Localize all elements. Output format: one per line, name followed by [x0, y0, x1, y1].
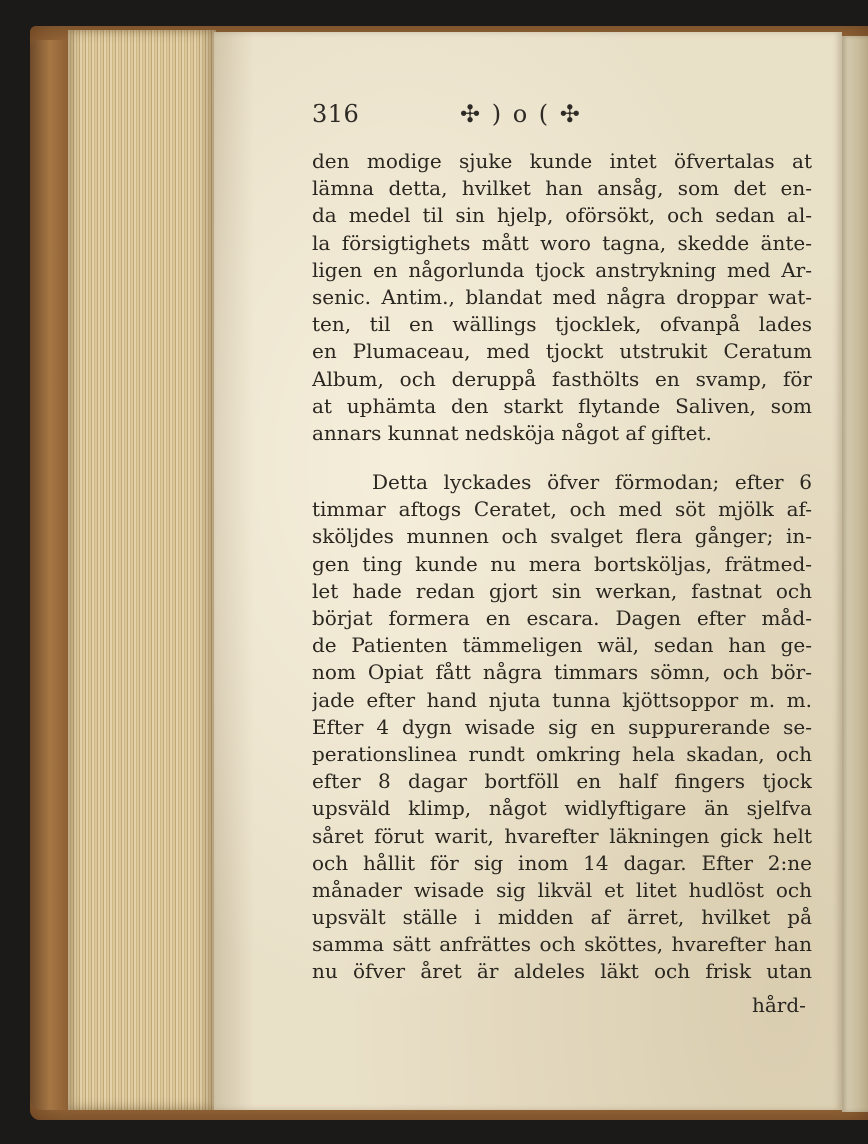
body-text — [312, 148, 812, 986]
text-line: månader wisade sig likväl et litet hudlöst och — [312, 877, 812, 902]
page-number: 316 — [312, 100, 360, 128]
text-line: senic. Antim., blandat med några droppar wat- — [312, 284, 812, 309]
facing-page-edge — [842, 36, 868, 1112]
text-line: jade efter hand njuta tunna kjöttsoppor m. m. — [312, 687, 812, 712]
text-line: perationslinea rundt omkring hela skadan, och — [312, 741, 812, 766]
header-ornament: ✣ ) o ( ✣ — [460, 100, 582, 128]
text-line: och hållit för sig inom 14 dagar. Efter 2:ne — [312, 850, 812, 875]
text-line: annars kunnat nedsköja något af giftet. — [312, 420, 712, 445]
text-line: efter 8 dagar bortföll en half fingers tjock — [312, 769, 812, 794]
running-head — [312, 100, 672, 140]
text-line: lämna detta, hvilket han ansåg, som det en- — [312, 176, 812, 201]
text-line: nu öfver året är aldeles läkt och frisk utan — [312, 959, 812, 984]
catchword: hård- — [752, 993, 806, 1017]
text-line: da medel til sin hjelp, oförsökt, och sedan al- — [312, 203, 812, 228]
text-line: Album, och deruppå fasthölts en svamp, för — [312, 366, 812, 391]
text-line: den modige sjuke kunde intet öfvertalas at — [312, 149, 812, 173]
text-line: upsväld klimp, något widlyftigare än sjelfva — [312, 796, 812, 821]
paragraph-1 — [312, 148, 812, 447]
text-line: upsvält ställe i midden af ärret, hvilket på — [312, 905, 812, 930]
text-line: börjat formera en escara. Dagen efter måd- — [312, 606, 812, 630]
text-line: la försigtighets mått woro tagna, skedde änte- — [312, 230, 812, 255]
paragraph-2 — [312, 469, 812, 986]
text-line: en Plumaceau, med tjockt utstrukit Ceratum — [312, 339, 812, 364]
text-line: de Patienten tämmeligen wäl, sedan han ge- — [312, 633, 812, 658]
cover-spine-edge — [30, 40, 70, 1110]
text-line: såret förut warit, hvarefter läkningen gick helt — [312, 823, 812, 848]
page-edges — [68, 30, 216, 1110]
text-line: ligen en någorlunda tjock anstrykning med Ar- — [312, 257, 812, 282]
text-line: sköljdes munnen och svalget flera gånger; in- — [312, 524, 812, 549]
text-line: gen ting kunde nu mera bortsköljas, frätmed- — [312, 551, 812, 576]
text-line: Efter 4 dygn wisade sig en suppurerande se- — [312, 714, 812, 739]
text-line: ten, til en wällings tjocklek, ofvanpå lades — [312, 312, 812, 337]
text-line: samma sätt anfrättes och sköttes, hvarefter han — [312, 932, 812, 957]
text-line: nom Opiat fått några timmars sömn, och bör- — [312, 660, 812, 685]
text-line: Detta lyckades öfver förmodan; efter 6 — [372, 470, 812, 495]
text-line: let hade redan gjort sin werkan, fastnat och — [312, 578, 812, 603]
text-line: at uphämta den starkt flytande Saliven, som — [312, 393, 812, 418]
text-line: timmar aftogs Ceratet, och med söt mjölk af- — [312, 497, 812, 522]
